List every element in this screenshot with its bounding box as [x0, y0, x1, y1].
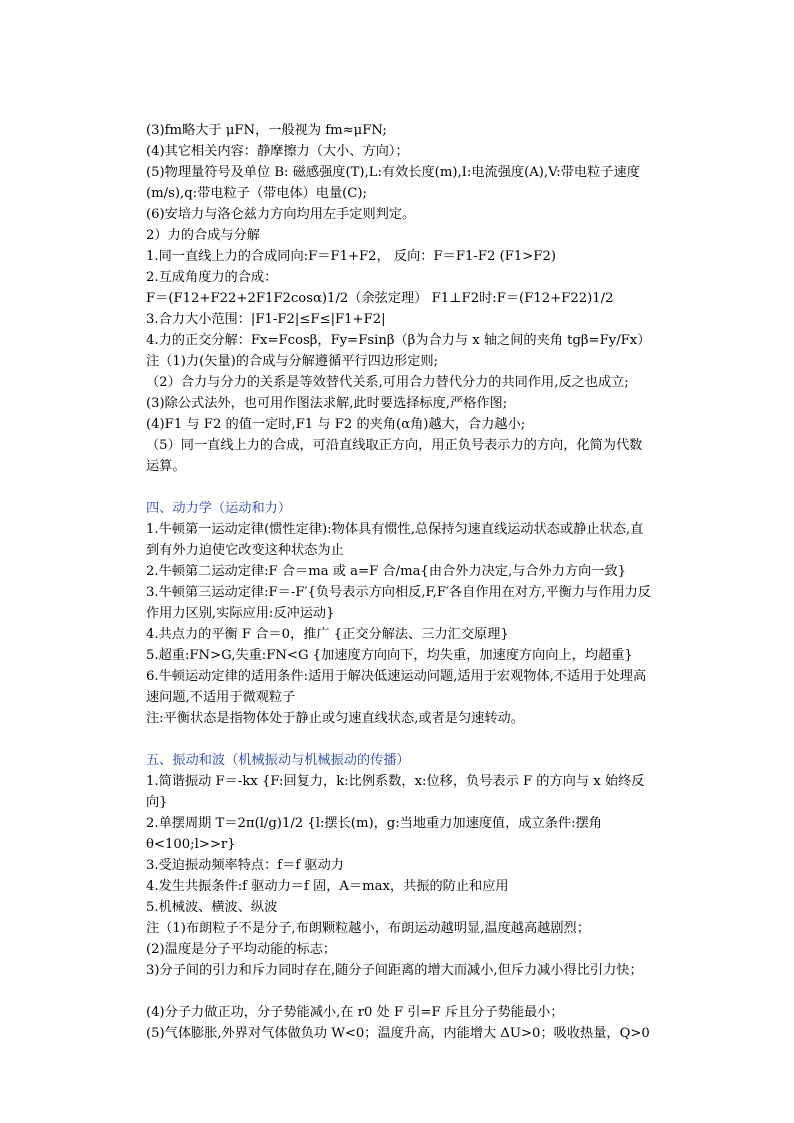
note-line: （2）合力与分力的关系是等效替代关系,可用合力替代分力的共同作用,反之也成立; — [146, 375, 629, 390]
closing-notes — [146, 1002, 680, 1044]
intro-block — [146, 120, 680, 477]
text-line: (6)安培力与洛仑兹力方向均用左手定则判定。 — [146, 207, 416, 222]
text-line: (5)物理量符号及单位 B: 磁感强度(T),L:有效长度(m),I:电流强度(A),V:带电粒子速度 — [146, 165, 640, 180]
spacer — [146, 477, 680, 498]
text-line: θ<100;l>>r} — [146, 837, 236, 852]
text-line: 2.单摆周期 T＝2π(l/g)1/2 {l:摆长(m)，g:当地重力加速度值，成立条件:摆角 — [146, 816, 602, 831]
note-line: 运算。 — [146, 459, 186, 474]
text-line: 3.牛顿第三运动定律:F＝-F′{负号表示方向相反,F,F′各自作用在对方,平衡力与作用力反 — [146, 585, 651, 600]
section-heading-vibration-waves: 五、振动和波（机械振动与机械振动的传播） — [146, 753, 410, 768]
note-line: 注（1)布朗粒子不是分子,布朗颗粒越小，布朗运动越明显,温度越高越剧烈； — [146, 921, 590, 936]
note-line: (4)分子力做正功，分子势能减小,在 r0 处 F 引=F 斥且分子势能最小； — [146, 1005, 564, 1020]
note-line: 注:平衡状态是指物体处于静止或匀速直线状态,或者是匀速转动。 — [146, 711, 524, 726]
text-line: 6.牛顿运动定律的适用条件:适用于解决低速运动问题,适用于宏观物体,不适用于处理高 — [146, 669, 647, 684]
note-line: (2)温度是分子平均动能的标志； — [146, 942, 337, 957]
formula-line: F＝(F12+F22+2F1F2cosα)1/2（余弦定理） F1⊥F2时:F＝(F12+F22)1/2 — [146, 291, 614, 306]
section-dynamics — [146, 498, 680, 729]
text-line: 速问题,不适用于微观粒子 — [146, 690, 296, 705]
text-line: 5.机械波、横波、纵波 — [146, 900, 278, 915]
text-line: 4.发生共振条件:f 驱动力＝f 固，A＝max，共振的防止和应用 — [146, 879, 509, 894]
subheading-force-composition: 2）力的合成与分解 — [146, 228, 260, 243]
section-vibration-waves — [146, 750, 680, 981]
text-line: 4.共点力的平衡 F 合＝0，推广 {正交分解法、三力汇交原理} — [146, 627, 509, 642]
text-line: (3)fm略大于 μFN，一般视为 fm≈μFN; — [146, 123, 387, 138]
text-line: 1.同一直线上力的合成同向:F＝F1+F2， 反向：F＝F1-F2 (F1>F2) — [146, 249, 556, 264]
note-line: （5）同一直线上力的合成，可沿直线取正方向，用正负号表示力的方向，化简为代数 — [146, 438, 643, 453]
text-line: 1.简谐振动 F＝-kx {F:回复力，k:比例系数，x:位移，负号表示 F 的方向与 x 始终反 — [146, 774, 645, 789]
spacer — [146, 729, 680, 750]
text-line: 3.合力大小范围：|F1-F2|≤F≤|F1+F2| — [146, 312, 386, 327]
note-line: (5)气体膨胀,外界对气体做负功 W<0；温度升高，内能增大 ΔU>0；吸收热量，Q>0 — [146, 1026, 650, 1041]
note-line: (3)除公式法外，也可用作图法求解,此时要选择标度,严格作图; — [146, 396, 508, 411]
text-line: 5.超重:FN>G,失重:FN<G {加速度方向向下，均失重，加速度方向向上，均超重} — [146, 648, 633, 663]
spacer — [146, 981, 680, 1002]
text-line: 4.力的正交分解：Fx=Fcosβ，Fy=Fsinβ（β为合力与 x 轴之间的夹角 tgβ=Fy/Fx） — [146, 333, 651, 348]
section-heading-dynamics: 四、动力学（运动和力） — [146, 501, 292, 516]
text-line: 1.牛顿第一运动定律(惯性定律):物体具有惯性,总保持匀速直线运动状态或静止状态,直 — [146, 522, 644, 537]
text-line: 2.互成角度力的合成： — [146, 270, 278, 285]
document-page — [146, 120, 680, 1044]
text-line: 3.受迫振动频率特点：f＝f 驱动力 — [146, 858, 344, 873]
text-line: 2.牛顿第二运动定律:F 合＝ma 或 a=F 合/ma{由合外力决定,与合外力方向一致} — [146, 564, 627, 579]
text-line: 向} — [146, 795, 168, 810]
text-line: 作用力区别,实际应用:反冲运动} — [146, 606, 335, 621]
note-line: 3)分子间的引力和斥力同时存在,随分子间距离的增大而减小,但斥力减小得比引力快； — [146, 963, 643, 978]
note-line: (4)F1 与 F2 的值一定时,F1 与 F2 的夹角(α角)越大，合力越小; — [146, 417, 526, 432]
note-line: 注（1)力(矢量)的合成与分解遵循平行四边形定则; — [146, 354, 439, 369]
text-line: 到有外力迫使它改变这种状态为止 — [146, 543, 344, 558]
text-line: (m/s),q:带电粒子（带电体）电量(C); — [146, 186, 367, 201]
text-line: (4)其它相关内容：静摩擦力（大小、方向）； — [146, 144, 409, 159]
